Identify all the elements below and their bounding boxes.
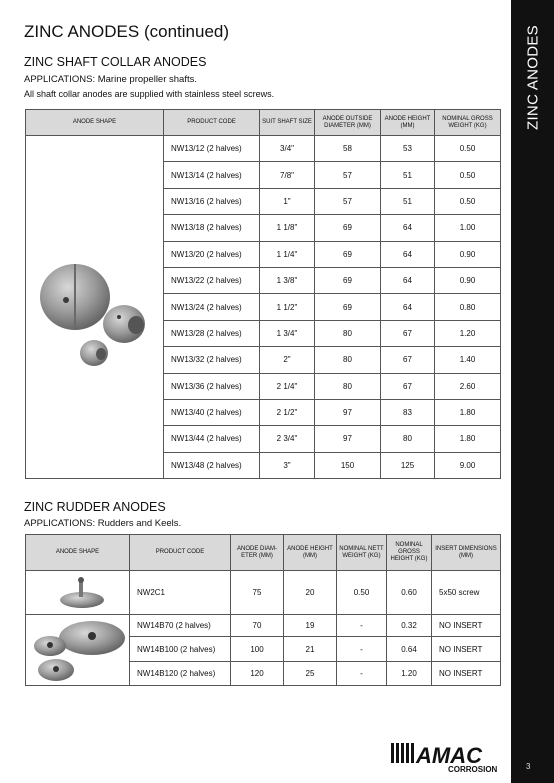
table-cell: 3/4"	[260, 136, 315, 162]
table-cell: NW13/32 (2 halves)	[164, 347, 260, 373]
table-cell: 69	[315, 215, 381, 241]
table-cell: 5x50 screw	[432, 571, 501, 615]
table-cell: 0.50	[435, 188, 501, 214]
table-cell: 2 1/2"	[260, 399, 315, 425]
shaft-applications-text: Marine propeller shafts.	[95, 74, 198, 85]
table-cell: 1.20	[435, 320, 501, 346]
column-header: ANODE HEIGHT (MM)	[284, 535, 337, 571]
table-cell: 67	[381, 347, 435, 373]
table-cell: 51	[381, 162, 435, 188]
table-cell: NW13/36 (2 halves)	[164, 373, 260, 399]
table-cell: 1.80	[435, 399, 501, 425]
rudder-applications-label: APPLICATIONS:	[24, 518, 96, 529]
rudder-anode-screw-image	[52, 576, 112, 610]
table-cell: 51	[381, 188, 435, 214]
table-cell: NW13/14 (2 halves)	[164, 162, 260, 188]
table-cell: 69	[315, 241, 381, 267]
table-cell: 69	[315, 294, 381, 320]
table-cell: 7/8"	[260, 162, 315, 188]
table-cell: 9.00	[435, 452, 501, 478]
table-cell: NO INSERT	[432, 637, 501, 662]
table-cell: NW2C1	[130, 571, 231, 615]
table-cell: 64	[381, 215, 435, 241]
table-cell: 0.32	[387, 615, 432, 637]
table-cell: 0.80	[435, 294, 501, 320]
table-cell: 19	[284, 615, 337, 637]
amac-corrosion-logo	[391, 739, 503, 775]
column-header: NOMINAL GROSS HEIGHT (KG)	[387, 535, 432, 571]
table-cell: NW13/28 (2 halves)	[164, 320, 260, 346]
table-cell: 97	[315, 399, 381, 425]
table-cell: 0.50	[337, 571, 387, 615]
table-cell: 20	[284, 571, 337, 615]
table-cell: 21	[284, 637, 337, 662]
table-cell: 1 1/4"	[260, 241, 315, 267]
rudder-anodes-halves-image	[30, 618, 128, 684]
table-cell: NW13/22 (2 halves)	[164, 267, 260, 293]
table-cell: 120	[231, 662, 284, 686]
table-cell: 100	[231, 637, 284, 662]
table-cell: 58	[315, 136, 381, 162]
shaft-note: All shaft collar anodes are supplied with stainless steel screws.	[24, 89, 275, 99]
shaft-applications	[24, 74, 197, 85]
logo-brand: AMAC	[416, 743, 482, 768]
table-cell: NW13/16 (2 halves)	[164, 188, 260, 214]
table-cell: 125	[381, 452, 435, 478]
table-cell: 64	[381, 241, 435, 267]
table-row	[26, 136, 501, 162]
table-header-row	[26, 535, 501, 571]
table-cell: 1 3/4"	[260, 320, 315, 346]
table-cell: 1.00	[435, 215, 501, 241]
table-cell: 2"	[260, 347, 315, 373]
logo-subtitle: CORROSION	[448, 765, 498, 774]
table-cell: 0.60	[387, 571, 432, 615]
table-cell: NW13/48 (2 halves)	[164, 452, 260, 478]
column-header: ANODE OUTSIDE DIAMETER (MM)	[315, 110, 381, 136]
shaft-collar-anodes-image	[30, 255, 158, 370]
table-cell: 80	[381, 426, 435, 452]
table-cell: 150	[315, 452, 381, 478]
table-cell: 75	[231, 571, 284, 615]
table-cell: 0.50	[435, 162, 501, 188]
shaft-applications-label: APPLICATIONS:	[24, 74, 96, 85]
table-cell: 80	[315, 347, 381, 373]
column-header: INSERT DIMENSIONS (MM)	[432, 535, 501, 571]
table-cell: NW13/12 (2 halves)	[164, 136, 260, 162]
table-cell: 2 1/4"	[260, 373, 315, 399]
table-cell: 57	[315, 162, 381, 188]
rudder-applications-text: Rudders and Keels.	[95, 518, 182, 529]
table-cell: NW13/40 (2 halves)	[164, 399, 260, 425]
table-cell: 80	[315, 373, 381, 399]
page-title: ZINC ANODES (continued)	[24, 22, 230, 41]
column-header: PRODUCT CODE	[164, 110, 260, 136]
rudder-applications	[24, 518, 181, 529]
table-cell: -	[337, 615, 387, 637]
table-cell: 0.90	[435, 241, 501, 267]
table-cell: 1 1/2"	[260, 294, 315, 320]
table-cell: NO INSERT	[432, 662, 501, 686]
table-cell: NW14B70 (2 halves)	[130, 615, 231, 637]
table-cell: 0.90	[435, 267, 501, 293]
table-cell: 83	[381, 399, 435, 425]
table-cell: 1"	[260, 188, 315, 214]
table-cell: 69	[315, 267, 381, 293]
table-cell: 80	[315, 320, 381, 346]
table-cell: 1.40	[435, 347, 501, 373]
table-cell: 97	[315, 426, 381, 452]
table-cell: NW13/20 (2 halves)	[164, 241, 260, 267]
table-cell: 1.20	[387, 662, 432, 686]
table-cell: 53	[381, 136, 435, 162]
table-cell: 64	[381, 294, 435, 320]
shaft-section-title: ZINC SHAFT COLLAR ANODES	[24, 55, 207, 69]
table-cell: NW13/44 (2 halves)	[164, 426, 260, 452]
page-number: 3	[526, 762, 531, 771]
table-cell: 57	[315, 188, 381, 214]
table-cell: 0.64	[387, 637, 432, 662]
table-cell: 70	[231, 615, 284, 637]
side-tab-title: ZINC ANODES	[524, 25, 542, 131]
column-header: SUIT SHAFT SIZE	[260, 110, 315, 136]
table-header-row	[26, 110, 501, 136]
table-cell: NW13/24 (2 halves)	[164, 294, 260, 320]
rudder-section-title: ZINC RUDDER ANODES	[24, 500, 166, 514]
table-cell: 25	[284, 662, 337, 686]
table-cell: NW13/18 (2 halves)	[164, 215, 260, 241]
table-cell: 2 3/4"	[260, 426, 315, 452]
table-cell: -	[337, 637, 387, 662]
column-header: PRODUCT CODE	[130, 535, 231, 571]
table-cell: 67	[381, 373, 435, 399]
table-cell: 1 1/8"	[260, 215, 315, 241]
table-cell: 67	[381, 320, 435, 346]
column-header: ANODE DIAM-ETER (MM)	[231, 535, 284, 571]
table-cell: NO INSERT	[432, 615, 501, 637]
table-cell: 64	[381, 267, 435, 293]
column-header: NOMINAL NETT WEIGHT (KG)	[337, 535, 387, 571]
table-cell: 1 3/8"	[260, 267, 315, 293]
table-cell: 0.50	[435, 136, 501, 162]
column-header: NOMINAL GROSS WEIGHT (KG)	[435, 110, 501, 136]
column-header: ANODE SHAPE	[26, 110, 164, 136]
column-header: ANODE SHAPE	[26, 535, 130, 571]
table-cell: NW14B120 (2 halves)	[130, 662, 231, 686]
column-header: ANODE HEIGHT (MM)	[381, 110, 435, 136]
table-cell: 3"	[260, 452, 315, 478]
table-cell: 1.80	[435, 426, 501, 452]
table-cell: NW14B100 (2 halves)	[130, 637, 231, 662]
table-cell: 2.60	[435, 373, 501, 399]
table-cell: -	[337, 662, 387, 686]
